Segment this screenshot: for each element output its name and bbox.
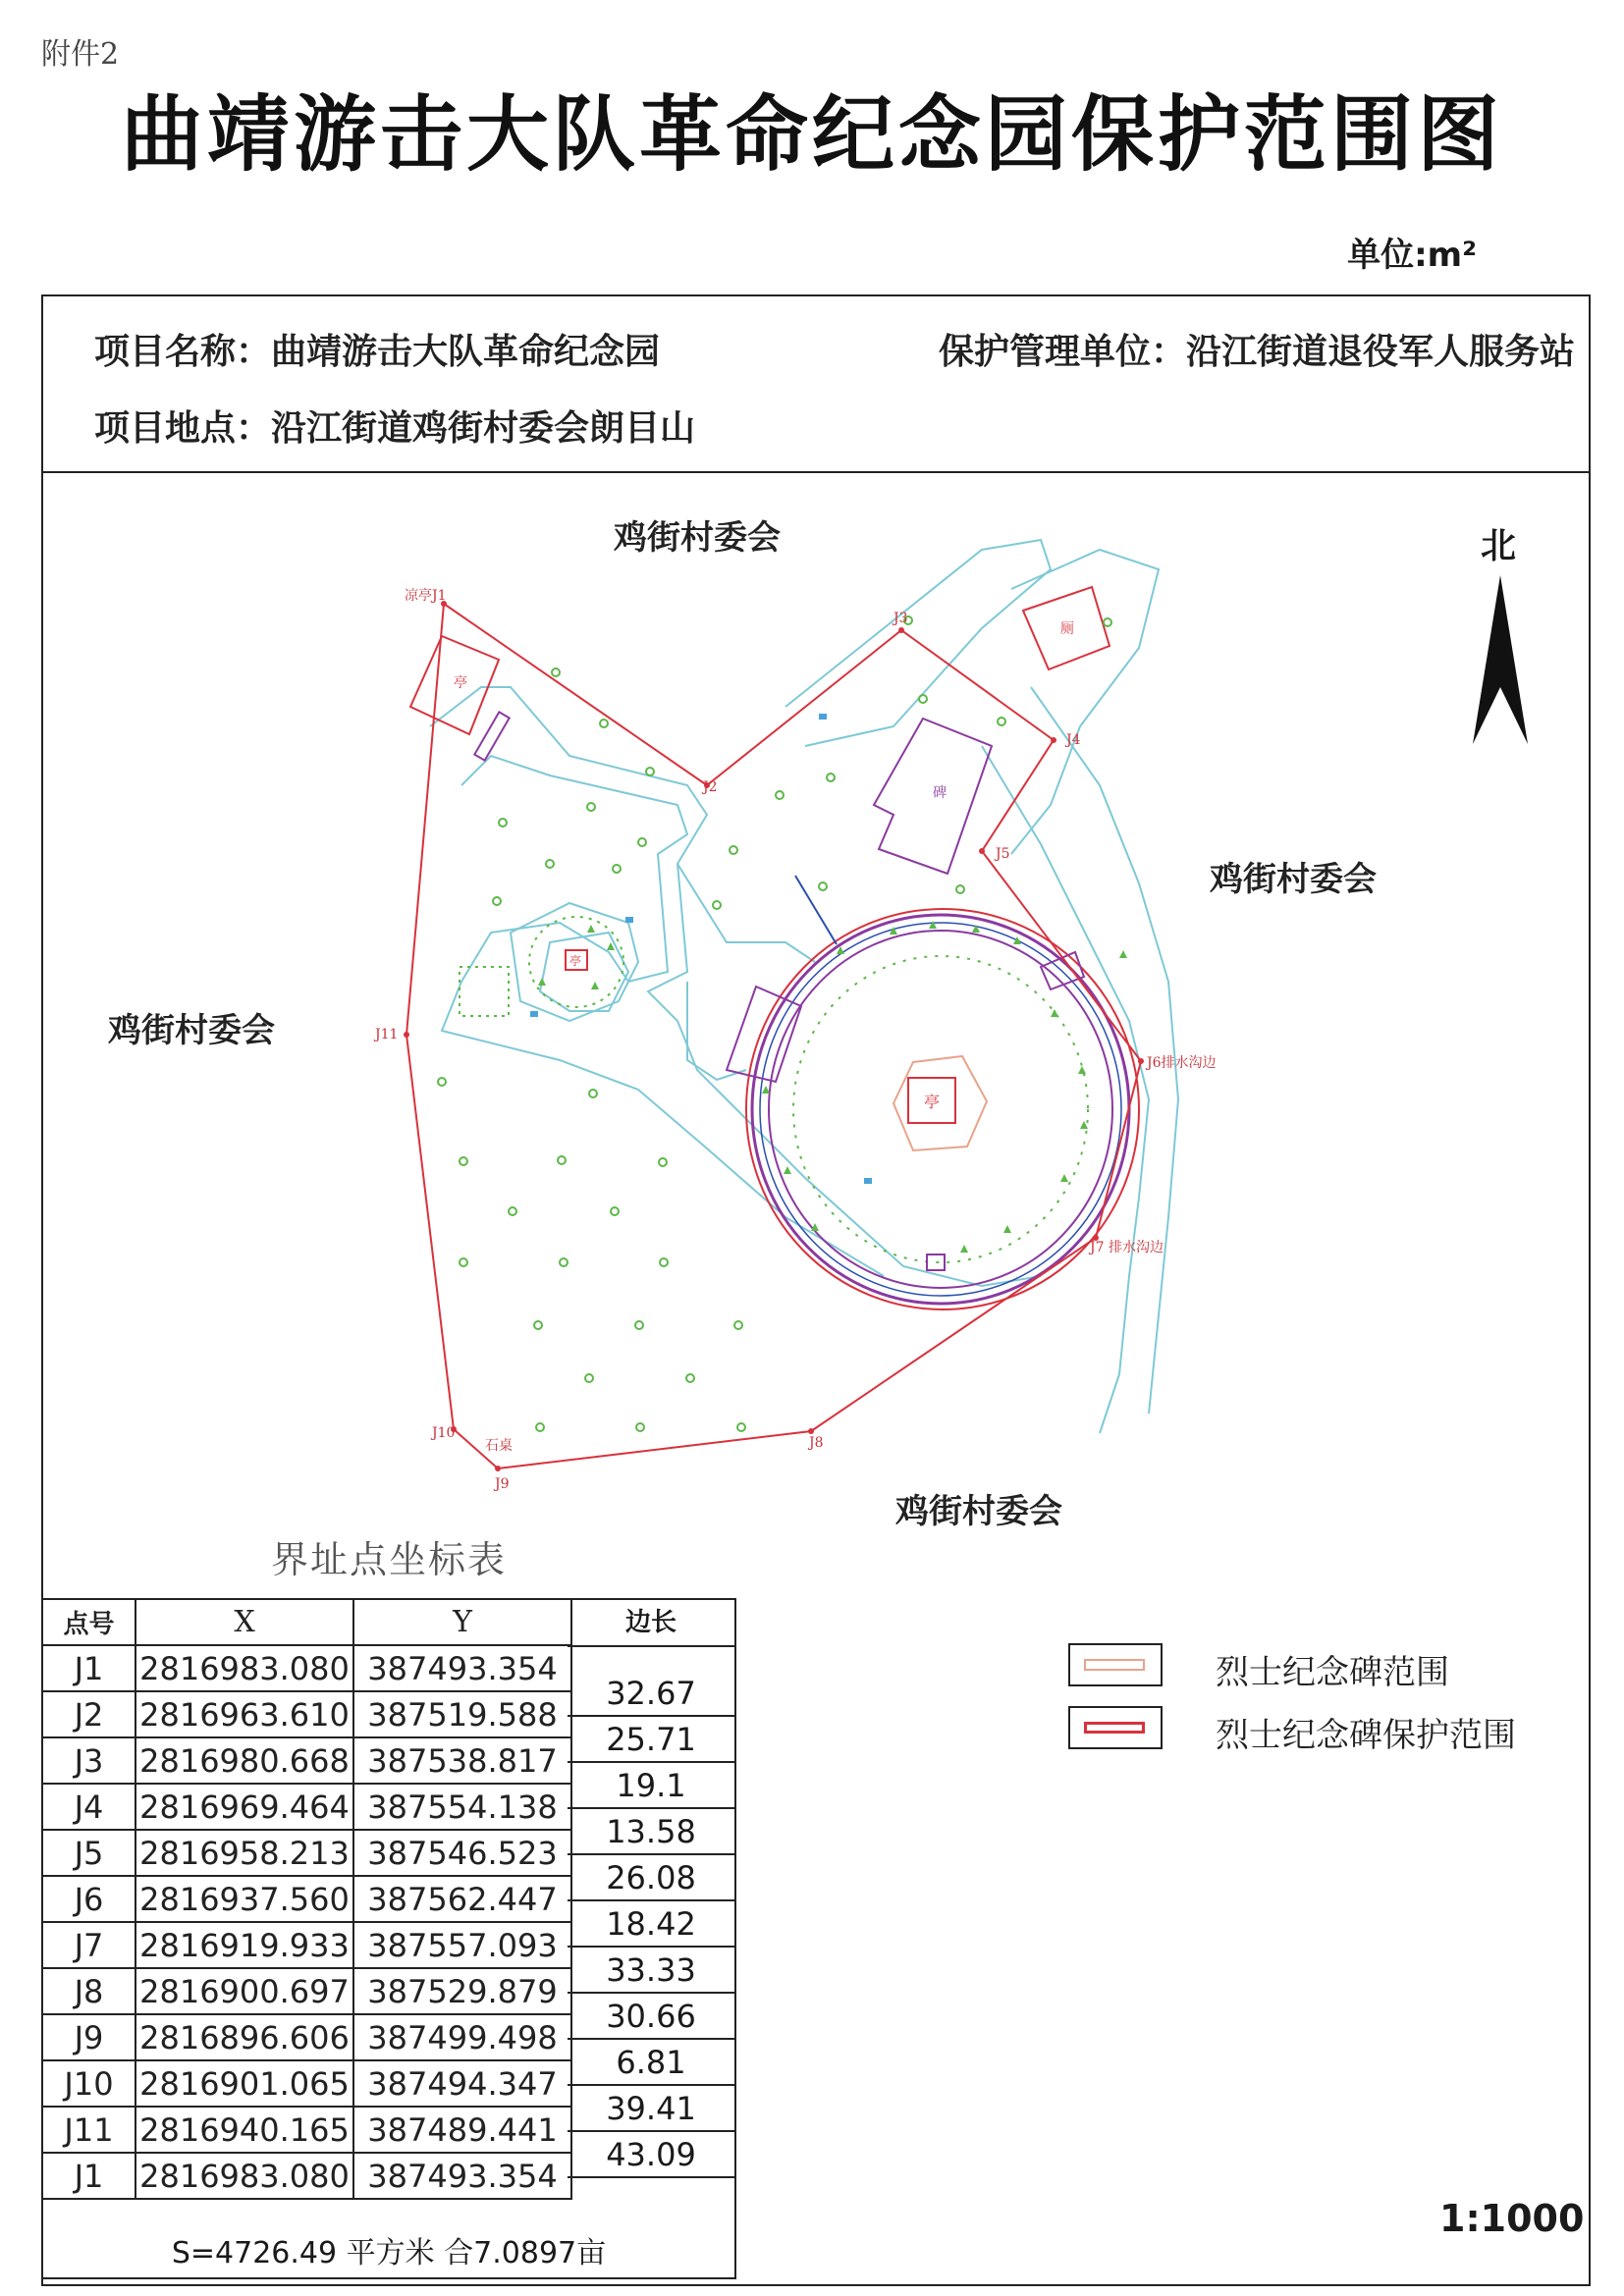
page-title: 曲靖游击大队革命纪念园保护范围图	[120, 86, 1503, 183]
tree	[611, 1207, 619, 1215]
cell-point: J2	[42, 1691, 135, 1737]
point-j6	[1138, 1058, 1144, 1064]
point-j11	[404, 1032, 409, 1038]
table-row	[42, 1737, 571, 1784]
cell-y: 387493.354	[353, 2153, 571, 2199]
project-location: 项目地点：沿江街道鸡街村委会朗目山	[94, 408, 696, 449]
shrub	[960, 1245, 968, 1253]
edge-length: 25.71	[568, 1717, 734, 1763]
unit-label: 单位:m²	[1347, 236, 1477, 275]
edge-length: 43.09	[568, 2132, 734, 2178]
tree	[919, 695, 927, 703]
edge-length: 6.81	[568, 2040, 734, 2086]
point-j9	[495, 1466, 501, 1471]
cell-y: 387546.523	[353, 1830, 571, 1876]
legend-range-label: 烈士纪念碑范围	[1216, 1653, 1449, 1692]
label-j8: J8	[809, 1435, 824, 1451]
table-row	[42, 2153, 571, 2199]
tree	[776, 791, 784, 799]
edge-length: 39.41	[568, 2086, 734, 2132]
legend-swatch-protect-inner	[1084, 1722, 1145, 1734]
tree	[636, 1423, 644, 1431]
cell-point: J4	[42, 1784, 135, 1830]
trees	[438, 616, 1111, 1431]
shrub	[1060, 1174, 1068, 1182]
tree	[998, 718, 1005, 725]
pavilions	[410, 587, 1110, 970]
tree	[585, 1374, 593, 1382]
table-row	[42, 1830, 571, 1876]
cell-x: 2816963.610	[135, 1691, 353, 1737]
tree	[460, 1258, 467, 1266]
attachment-label: 附件2	[41, 37, 120, 72]
label-j6: J6排水沟边	[1147, 1055, 1217, 1071]
plaza-outer-ring	[752, 915, 1129, 1304]
label-j4: J4	[1066, 732, 1081, 748]
label-j1: 凉亭J1	[405, 588, 447, 604]
project-name: 项目名称：曲靖游击大队革命纪念园	[94, 332, 661, 372]
tree	[546, 860, 554, 868]
cell-x: 2816896.606	[135, 2014, 353, 2060]
tree	[819, 882, 827, 890]
buildings	[474, 712, 1084, 1270]
edge-length: 33.33	[568, 1948, 734, 1994]
monument	[893, 1056, 987, 1150]
point-j8	[808, 1428, 814, 1434]
table-row	[42, 1922, 571, 1968]
table-row	[42, 1691, 571, 1737]
hall-label: 碑	[933, 785, 947, 801]
cell-y: 387519.588	[353, 1691, 571, 1737]
tree	[734, 1321, 742, 1329]
plaza-inner-ring	[769, 931, 1112, 1288]
legend-swatch-range-inner	[1084, 1659, 1145, 1671]
cell-y: 387494.347	[353, 2060, 571, 2107]
north-label: 北	[1481, 526, 1517, 566]
area-summary: S=4726.49 平方米 合7.0897亩	[41, 2232, 736, 2279]
cell-y: 387562.447	[353, 1876, 571, 1922]
cell-x: 2816980.668	[135, 1737, 353, 1784]
shrub	[1119, 950, 1127, 958]
coordinate-rows	[42, 1645, 571, 2199]
tree	[560, 1258, 568, 1266]
cell-x: 2816940.165	[135, 2107, 353, 2153]
cell-y: 387554.138	[353, 1784, 571, 1830]
water-marker	[819, 714, 827, 720]
cell-x: 2816937.560	[135, 1876, 353, 1922]
path-garden-inner	[540, 933, 628, 1011]
shrub	[762, 1086, 770, 1094]
cell-y: 387499.498	[353, 2014, 571, 2060]
edge-length: 32.67	[568, 1671, 734, 1717]
table-header-row	[42, 1599, 571, 1645]
tree	[438, 1078, 446, 1086]
tree	[713, 901, 721, 909]
edge-length: 18.42	[568, 1901, 734, 1948]
cell-y: 387529.879	[353, 1968, 571, 2014]
legend-protect-label: 烈士纪念碑保护范围	[1216, 1716, 1516, 1755]
shrub	[538, 978, 546, 986]
cell-point: J7	[42, 1922, 135, 1968]
plaza-tree-ring	[793, 956, 1088, 1262]
neighbor-right: 鸡街村委会	[1210, 860, 1377, 899]
table-row	[42, 2107, 571, 2153]
cell-x: 2816919.933	[135, 1922, 353, 1968]
tree	[730, 846, 737, 854]
north-arrow-left	[1473, 575, 1500, 744]
tree	[589, 1090, 597, 1097]
cell-point: J8	[42, 1968, 135, 2014]
cell-point: J6	[42, 1876, 135, 1922]
tree	[600, 720, 608, 727]
label-j11: J11	[375, 1027, 399, 1042]
tree	[635, 1321, 643, 1329]
shrub	[929, 921, 937, 929]
shrub	[587, 925, 595, 933]
shrub	[1078, 1066, 1086, 1074]
north-arrow-right	[1500, 575, 1528, 744]
point-j4	[1051, 737, 1056, 743]
table-row	[42, 1968, 571, 2014]
cell-y: 387493.354	[353, 1645, 571, 1691]
cell-y: 387538.817	[353, 1737, 571, 1784]
table-row	[42, 1645, 571, 1691]
legend-swatch-protect	[1068, 1706, 1163, 1749]
cell-point: J1	[42, 1645, 135, 1691]
point-j5	[979, 848, 985, 854]
tree	[686, 1374, 694, 1382]
shrub	[1003, 1225, 1011, 1233]
cell-point: J11	[42, 2107, 135, 2153]
cell-y: 387489.441	[353, 2107, 571, 2153]
neighbor-top: 鸡街村委会	[614, 518, 781, 558]
label-j3: J3	[893, 611, 908, 626]
tree	[552, 668, 560, 676]
path-outer-left	[430, 687, 1041, 1286]
edge-length-column	[568, 1598, 736, 2279]
edge-length: 13.58	[568, 1809, 734, 1855]
water-marker	[625, 917, 633, 923]
tree	[558, 1156, 566, 1164]
tree	[660, 1258, 668, 1266]
label-j7: J7 排水沟边	[1090, 1240, 1164, 1255]
cell-x: 2816901.065	[135, 2060, 353, 2107]
tree	[1104, 618, 1111, 626]
cell-x: 2816983.080	[135, 2153, 353, 2199]
point-j3	[898, 627, 904, 633]
shrub	[1013, 936, 1021, 944]
edge-length: 19.1	[568, 1763, 734, 1809]
table-row	[42, 2060, 571, 2107]
cell-x: 2816983.080	[135, 1645, 353, 1691]
tree	[587, 803, 595, 811]
management-unit: 保护管理单位：沿江街道退役军人服务站	[939, 332, 1576, 372]
tree	[460, 1157, 467, 1165]
water-markers	[530, 714, 872, 1184]
table-title: 界址点坐标表	[271, 1538, 508, 1581]
table-row	[42, 2014, 571, 2060]
tree	[646, 768, 654, 775]
cell-point: J5	[42, 1830, 135, 1876]
tree	[493, 897, 501, 905]
tree	[499, 819, 507, 827]
tree	[613, 865, 621, 873]
north-arrow	[1473, 575, 1528, 744]
stair-s	[927, 1255, 945, 1270]
water-marker	[530, 1011, 538, 1017]
scale-label: 1:1000	[1439, 2197, 1585, 2240]
tree	[509, 1207, 516, 1215]
cell-x: 2816969.464	[135, 1784, 353, 1830]
cell-point: J9	[42, 2014, 135, 2060]
cell-x: 2816900.697	[135, 1968, 353, 2014]
path-ne	[1011, 550, 1159, 854]
drain-line	[795, 876, 837, 944]
path-central	[677, 864, 815, 962]
header-y: Y	[353, 1599, 571, 1645]
tree	[534, 1321, 542, 1329]
legend-swatch-range	[1068, 1643, 1163, 1686]
garden-pavilion-label: 亭	[569, 954, 582, 968]
label-j5: J5	[996, 846, 1010, 862]
edge-length: 30.66	[568, 1994, 734, 2040]
cell-x: 2816958.213	[135, 1830, 353, 1876]
edge-length: 26.08	[568, 1855, 734, 1901]
label-j9: J9	[495, 1476, 510, 1492]
tree	[737, 1423, 745, 1431]
header-edge: 边长	[568, 1600, 734, 1647]
label-stone-table: 石桌	[485, 1438, 513, 1454]
plaza-blue-ring	[760, 923, 1121, 1296]
path-central2	[687, 982, 746, 1080]
cell-point: J3	[42, 1737, 135, 1784]
tree	[638, 838, 646, 846]
pavilion-top-left-label: 亭	[454, 675, 467, 691]
shrub	[1051, 1009, 1058, 1017]
tree	[827, 774, 835, 781]
shrub	[784, 1166, 791, 1174]
cell-y: 387557.093	[353, 1922, 571, 1968]
monument-label: 亭	[923, 1093, 941, 1111]
cell-point: J1	[42, 2153, 135, 2199]
label-j10: J10	[432, 1425, 456, 1441]
table-row	[42, 1784, 571, 1830]
water-marker	[864, 1178, 872, 1184]
cell-point: J10	[42, 2060, 135, 2107]
tree	[659, 1158, 667, 1166]
stair-nw	[474, 712, 509, 760]
neighbor-bottom: 鸡街村委会	[895, 1492, 1062, 1531]
tree	[956, 885, 964, 893]
tree	[536, 1423, 544, 1431]
table-row	[42, 1876, 571, 1922]
header-point: 点号	[42, 1599, 135, 1645]
shrub	[591, 982, 599, 989]
coordinate-table	[41, 1598, 572, 2200]
path-inner-left	[442, 756, 884, 1276]
pavilion-top-right-label: 厕	[1060, 621, 1074, 637]
header-x: X	[135, 1599, 353, 1645]
neighbor-left: 鸡街村委会	[108, 1011, 275, 1050]
label-j2: J2	[703, 779, 718, 795]
